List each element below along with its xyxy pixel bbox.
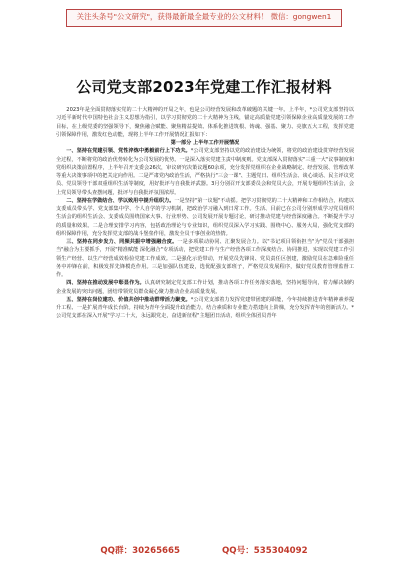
document-body [56,106,354,532]
section-five-body: *公司党支部着力发挥党建带团建的职能，今年持续推进青年精神素养提升工程、一是扩展青年成长台阶。持续为青年全面提升政治能力，结合素质和专业能力搭建向上阶梯，充分发挥青年的创新活力。*公司党支部在深入开展"学习二十大，永远跟党走，奋进新征程"主题团日活动，组织全体团员青年 [56,296,354,320]
section-four-body: 认真研究制定党支部工作计划，推动各项工作任务落实落地，坚持问题导向，着力解决制约企业发展的突出问题，团结带领党员群众凝心聚力推动企业高质量发展。 [56,280,354,295]
part-one-heading: 第一部分 上半年工作开展情况 [170,140,240,146]
footer-contact [0,540,408,560]
banner-text: 关注头条号"公文研究"，获得最新最全最专业的公文材料！ 微信：gongwen1 [66,9,343,27]
section-one-heading: 一、坚持在党建引领、党性淬炼中勇毅前行上下功夫。 [66,148,191,155]
qq-group-label: QQ群：30265665 [100,546,180,556]
section-three-body: 一是多项联动协同、汇聚发展合力。以"书记项目领衔担当"为"党员干部强担当"融合为主要抓手，开展"精准赋能 深化融合"专项活动，把党建工作与生产经营各项工作深度结合、协同推进，实现以党建工作引领生产经营、以生产经营成效检验党建工作成效。二是强化示范带动，开展党员先锋岗、党员责任区创建，激励党员在急难险重任务中冲锋在前，积极发挥先锋模范作用。三是加强队伍建设，选优配强支部班子，严格党员发展程序，做好党员教育管理监督工作。 [56,239,354,278]
section-three-heading: 三、坚持在同步发力、同频共振中增强融合度。 [66,239,178,245]
document-title: 公司党支部2023年党建工作汇报材料 [76,78,332,96]
section-one [56,147,354,197]
section-one-body: *公司党支部坚持以党的政治建设为统领，将党的政治建设贯穿经营发展全过程，不断将党的政治优势转化为公司发展的优势。一是深入落实党建主责中制度则。党支部深入贯彻落实"三重一大"议事制度和党组织决策前置程序，上半年召开支委会26次，审议研究决策议题60余项，充分发挥党组织在企业战略制定、经营发展、管理改革等重大决策事项中的把关定向作用。二是严肃党内政治生活，严格执行"三会一课"、主题党日、组织生活会、谈心谈话、民主评议党员、党员领导干部双重组织生活等制度，用好批评与自我批评武器。3月分别召开支部委员会和党员大会，开展专题组织生活会，会上党员领导带头查摆问题，批评与自我批评氛围浓厚。 [56,148,354,196]
qq-number-label: QQ号：535304092 [222,546,308,556]
section-two-heading: 二、坚持在学做结合、学以致用中提升组织力。 [66,197,175,204]
header-banner [0,0,408,36]
section-four [56,279,354,296]
section-four-heading: 四、坚持在推动发展中彰显作为。 [66,280,145,287]
section-two [56,197,354,238]
section-three [56,238,354,279]
section-two-body: 一是坚持"第一议题"不动摇。把学习贯彻党的二十大精神和工作相结合，构建以支委成员带头学、党支部集中学、个人自学的学习机制，把政治学习融入到日常工作。生活、目前已在公司分别形成学习党员组织生活会的组织生活会、支委成员围绕国家大事、行业形势、公司发展开展专题讨论，研讨推动党建与经营深度融合。不断提升学习的质量和效果。二是合理安排学习内容，包括政治理论与专业知识，组织党员深入学习实践、围绕中心、服务大局，强化党支部的组织保障作用，充分发挥党支部的战斗堡垒作用，激发全员干事创业的热情。 [56,197,354,237]
section-five [56,296,354,321]
section-five-heading: 五、坚持在岗位建功、价值共创中推动群带活力聚变。 [66,296,191,303]
intro-paragraph: 2023年是全面贯彻落实党的二十大精神的开局之年，也是公司经营发展和改革破题的关键一年。上半年，*公司党支部坚持以习近平新时代中国特色社会主义思想为指引，以学习贯彻党的二十大精神为主线，锚定高质量党建引领保障企业高质量发展的工作目标，在上级党委的坚强领导下，聚焦融合赋能、聚焦精益提效、体系化推进筑根、铸魂、强基、聚力、亮旗五大工程，发挥党建引领保障作用，激发红色动能，现将上半年工作开展情况汇报如下： [56,107,354,138]
